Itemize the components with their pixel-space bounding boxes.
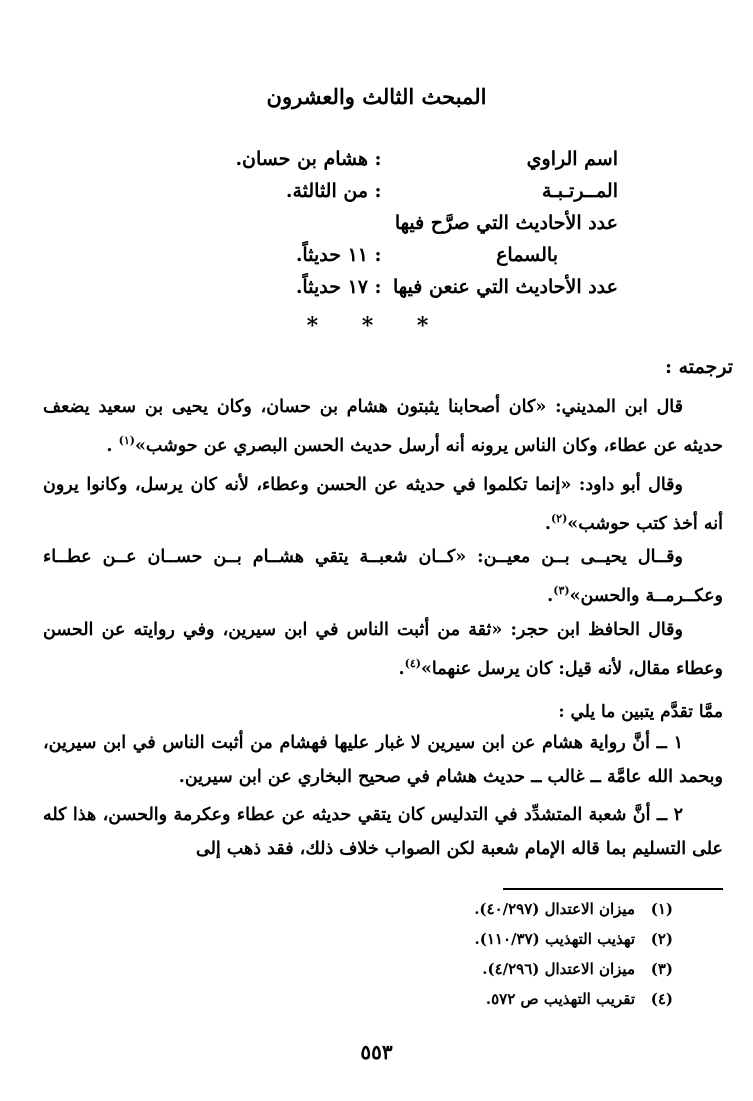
- paragraph-ibn-main: وقــال يحيــى بــن معيــن: «كــان شعبــة يتقي هشــام بــن حســان عــن عطــاء وعكــرمــة والحسن»$^{(٣)}$.: [43, 547, 723, 606]
- narrator-name-colon: :: [374, 148, 382, 170]
- footnote-ref: (٢): [550, 512, 568, 525]
- footnote-ref: (٤): [404, 657, 421, 670]
- narrator-name-value: هشام بن حسان.: [235, 148, 368, 170]
- page-title: المبحث الثالث والعشرون: [266, 84, 487, 109]
- paragraph-text: وقــال يحيــى بــن معيــن: «كــان شعبــة يتقي هشــام بــن حســان عــن عطــاء وعكــرمــة والحسن»: [43, 547, 723, 606]
- point-1: [43, 726, 723, 794]
- anan-hadith-value: ١٧ حديثاً.: [295, 276, 368, 298]
- anan-hadith-colon: :: [374, 276, 382, 298]
- paragraph-ibn-hajar: وقال الحافظ ابن حجر: «ثقة من أثبت الناس في ابن سيرين، وفي روايته عن الحسن وعطاء مقال، لأنه قيل: كان يرسل عنهما»$^{(٤)}$.: [43, 620, 723, 679]
- point-text: ١ ــ أنَّ رواية هشام عن ابن سيرين لا غبار عليها فهشام من أثبت الناس في ابن سيرين، وبحمد الله عامَّة ــ غالب ــ حديث هشام في صحيح البخاري عن ابن سيرين.: [43, 733, 723, 787]
- hearing-value: ١١ حديثاً.: [295, 244, 368, 266]
- hearing-label: بالسماع: [496, 244, 558, 266]
- paragraph-abu-dawud: وقال أبو داود: «إنما تكلموا في حديثه عن الحسن وعطاء، لأنه كان يرسل، وكانوا يرون أنه أخذ كتب حوشب»$^{(٢)}$.: [43, 475, 723, 534]
- rank-label: المــرتـبـة: [541, 180, 618, 202]
- footnote-text: ميزان الاعتدال (٤٠/٢٩٧).: [474, 900, 635, 918]
- footnote-1: [474, 900, 673, 918]
- footnote-number: (٣): [650, 960, 673, 978]
- conclusions-heading: ممَّا تقدَّم يتبين ما يلي :: [558, 702, 723, 722]
- footnote-text: تهذيب التهذيب (١١٠/٣٧).: [474, 930, 635, 948]
- footnote-4: [486, 990, 673, 1008]
- footnote-number: (٤): [650, 990, 673, 1008]
- rank-value: من الثالثة.: [285, 180, 368, 202]
- narrator-name-label: اسم الراوي: [526, 148, 618, 170]
- footnote-3: [482, 960, 673, 978]
- point-text: ٢ ــ أنَّ شعبة المتشدِّد في التدليس كان يتقي حديثه عن عطاء وعكرمة والحسن، هذا كله على التسليم بما قاله الإمام شعبة لكن الصواب خلاف ذلك، فقد ذهب إلى: [43, 805, 723, 859]
- footnote-ref: (٣): [553, 584, 570, 597]
- footnote-text: تقريب التهذيب ص ٥٧٢.: [485, 990, 635, 1008]
- footnote-2: [475, 930, 673, 948]
- footnote-divider: [503, 888, 723, 890]
- footnote-number: (١): [650, 900, 673, 918]
- footnote-number: (٢): [650, 930, 673, 948]
- anan-hadith-label: عدد الأحاديث التي عنعن فيها: [393, 276, 618, 298]
- paragraph-text: وقال الحافظ ابن حجر: «ثقة من أثبت الناس في ابن سيرين، وفي روايته عن الحسن وعطاء مقال، لأنه قيل: كان يرسل عنهما»: [43, 620, 723, 679]
- explicit-hadith-label: عدد الأحاديث التي صرَّح فيها: [394, 212, 618, 234]
- hearing-colon: :: [374, 244, 382, 266]
- paragraph-text: وقال أبو داود: «إنما تكلموا في حديثه عن الحسن وعطاء، لأنه كان يرسل، وكانوا يرون أنه أخذ كتب حوشب»: [43, 475, 723, 534]
- footnote-text: ميزان الاعتدال (٤/٢٩٦).: [482, 960, 635, 978]
- page-number: ٥٥٣: [360, 1040, 393, 1064]
- point-2: [43, 798, 723, 866]
- paragraph-text: قال ابن المديني: «كان أصحابنا يثبتون هشام بن حسان، وكان يحيى بن سعيد يضعف حديثه عن عطاء، وكان الناس يرونه أنه أرسل حديث الحسن البصري عن حوشب»: [43, 397, 723, 456]
- separator-stars: * * *: [306, 313, 447, 339]
- rank-colon: :: [374, 180, 382, 202]
- footnote-ref: (١): [118, 434, 135, 447]
- paragraph-ibn-madini: قال ابن المديني: «كان أصحابنا يثبتون هشام بن حسان، وكان يحيى بن سعيد يضعف حديثه عن عطاء، وكان الناس يرونه أنه أرسل حديث الحسن البصري عن حوشب»$^{(١)}$ .: [43, 397, 723, 456]
- section-heading: ترجمته :: [664, 356, 733, 378]
